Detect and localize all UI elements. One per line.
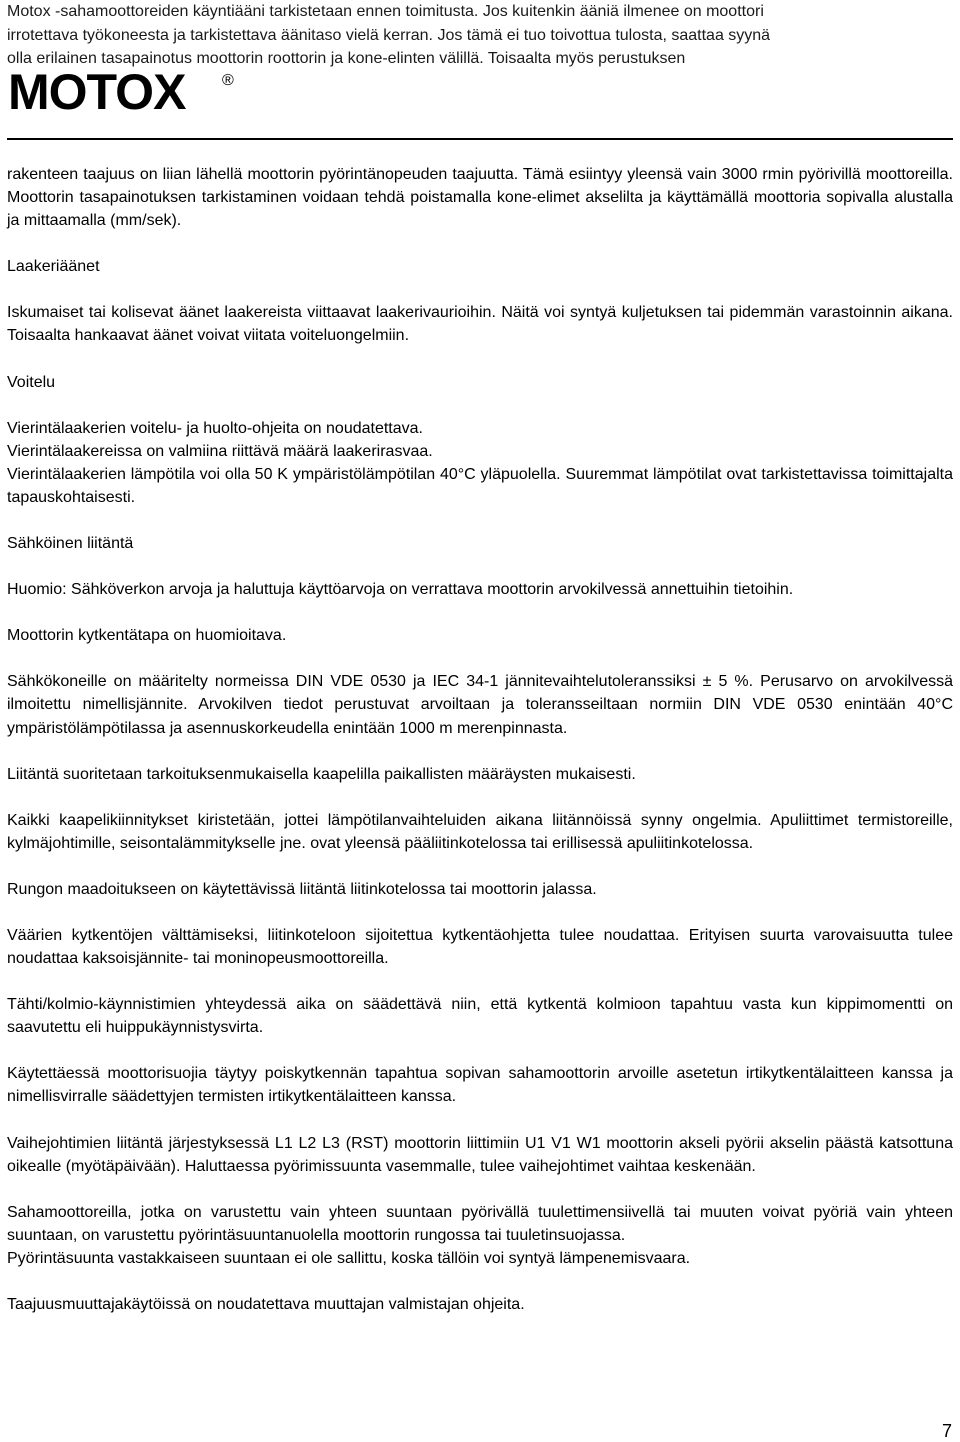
header-rule <box>7 138 953 140</box>
page-number: 7 <box>941 1421 952 1441</box>
paragraph: Väärien kytkentöjen välttämiseksi, liitinkoteloon sijoitettua kytkentäohjetta tulee noudattaa. Erityisen suurta varovaisuutta tulee noudattaa kaksoisjännite- tai moninopeusmoottoreilla. <box>7 926 953 968</box>
header-text <box>7 0 953 71</box>
section-heading-lubrication: Voitelu <box>7 373 56 391</box>
paragraph: Vaihejohtimien liitäntä järjestyksessä L1 L2 L3 (RST) moottorin liittimiin U1 V1 W1 moottorin akseli pyörii akselin päästä katsottuna oikealle (myötäpäivään). Haluttaessa pyörimissuunta vasemmalle, tulee vaihejohtimet vaihtaa keskenään. <box>7 1134 953 1175</box>
paragraph: Sahamoottoreilla, jotka on varustettu vain yhteen suuntaan pyörivällä tuulettimensiivellä tai muuten voivat pyöriä vain yhteen suuntaan, on varustettu pyörintäsuuntanuolella moottorin rungossa tai tuuletinsuojassa. <box>7 1203 953 1244</box>
paragraph: Taajuusmuuttajakäytöissä on noudatettava muuttajan valmistajan ohjeita. <box>7 1296 525 1313</box>
lube-line: Vierintälaakerien voitelu- ja huolto-ohjeita on noudatettava. <box>7 419 423 437</box>
logo-text: MOTOX <box>8 64 186 120</box>
paragraph: rakenteen taajuus on liian lähellä moottorin pyörintänopeuden taajuutta. Tämä esiintyy yleensä vain 3000 rmin pyörivillä moottoreilla. Moottorin tasapainotuksen tarkistaminen voidaan tehdä poistamalla kone-elimet akselilta ja käyttämällä moottoria sopivalla alustalla ja mittaamalla (mm/sek). <box>7 166 953 230</box>
header-line: irrotettava työkoneesta ja tarkistettava äänitaso vielä kerran. Jos tämä ei tuo toivottua tulosta, saattaa syynä <box>7 26 771 44</box>
paragraph: Pyörintäsuunta vastakkaiseen suuntaan ei ole sallittu, koska tällöin voi syntyä lämpenemisvaara. <box>7 1249 691 1267</box>
paragraph: Kaikki kaapelikiinnitykset kiristetään, jottei lämpötilanvaihteluiden aikana liitännöissä synny ongelmia. Apuliittimet termistoreille, kylmäjohtimille, seisontalämmitykselle jne. ovat yleensä pääliitinkotelossa tai erillisessä apuliitinkotelossa. <box>7 811 953 852</box>
paragraph: Tähti/kolmio-käynnistimien yhteydessä aika on säädettävä niin, että kytkentä kolmioon tapahtuu vasta kun kippimomentti on saavutettu eli huippukäynnistysvirta. <box>7 996 953 1037</box>
lube-line: Vierintälaakereissa on valmiina riittävä määrä laakerirasvaa. <box>7 442 433 460</box>
paragraph: Liitäntä suoritetaan tarkoituksenmukaisella kaapelilla paikallisten määräysten mukaisesti. <box>7 765 636 783</box>
paragraph: Iskumaiset tai kolisevat äänet laakereista viittaavat laakerivaurioihin. Näitä voi syntyä kuljetuksen tai pidemmän varastoinnin aikana. Toisaalta hankaavat äänet voivat viitata voiteluongelmiin. <box>7 304 953 345</box>
paragraph: Huomio: Sähköverkon arvoja ja haluttuja käyttöarvoja on verrattava moottorin arvokilvessä annettuihin tietoihin. <box>7 581 794 599</box>
paragraph: Sähkökoneille on määritelty normeissa DIN VDE 0530 ja IEC 34-1 jännitevaihtelutoleranssiksi ± 5 %. Perusarvo on arvokilvessä ilmoitettu nimellisjännite. Arvokilven tiedot perustuvat arvoiltaan ja toleransseiltaan normiin DIN VDE 0530 enintään 40°C ympäristölämpötilassa ja asennuskorkeudella enintään 1000 m merenpinnasta. <box>7 673 953 737</box>
header-line: Motox -sahamoottoreiden käyntiääni tarkistetaan ennen toimitusta. Jos kuitenkin ääniä ilmenee on moottori <box>7 3 764 20</box>
lube-line: Vierintälaakerien lämpötila voi olla 50 K ympäristölämpötilan 40°C yläpuolella. Suuremmat lämpötilat ovat tarkistettavissa toimittajalta tapauskohtaisesti. <box>7 465 953 506</box>
section-heading-bearing-noise: Laakeriäänet <box>7 258 100 276</box>
paragraph: Käytettäessä moottorisuojia täytyy poiskytkennän tapahtua sopivan sahamoottorin arvoille asetetun irtikytkentälaitteen kanssa ja nimellisvirralle säädettyjen termisten irtikytkentälaitteen kanssa. <box>7 1065 953 1106</box>
paragraph: Rungon maadoitukseen on käytettävissä liitäntä liitinkotelossa tai moottorin jalassa. <box>7 880 597 898</box>
section-heading-electrical: Sähköinen liitäntä <box>7 535 134 553</box>
paragraph: Moottorin kytkentätapa on huomioitava. <box>7 627 287 645</box>
motox-logo <box>8 64 248 120</box>
document-body <box>7 163 953 1339</box>
header-line: olla erilainen tasapainotus moottorin roottorin ja kone-elinten välillä. Toisaalta myös perustuksen <box>7 50 686 67</box>
registered-mark: ® <box>222 72 234 89</box>
